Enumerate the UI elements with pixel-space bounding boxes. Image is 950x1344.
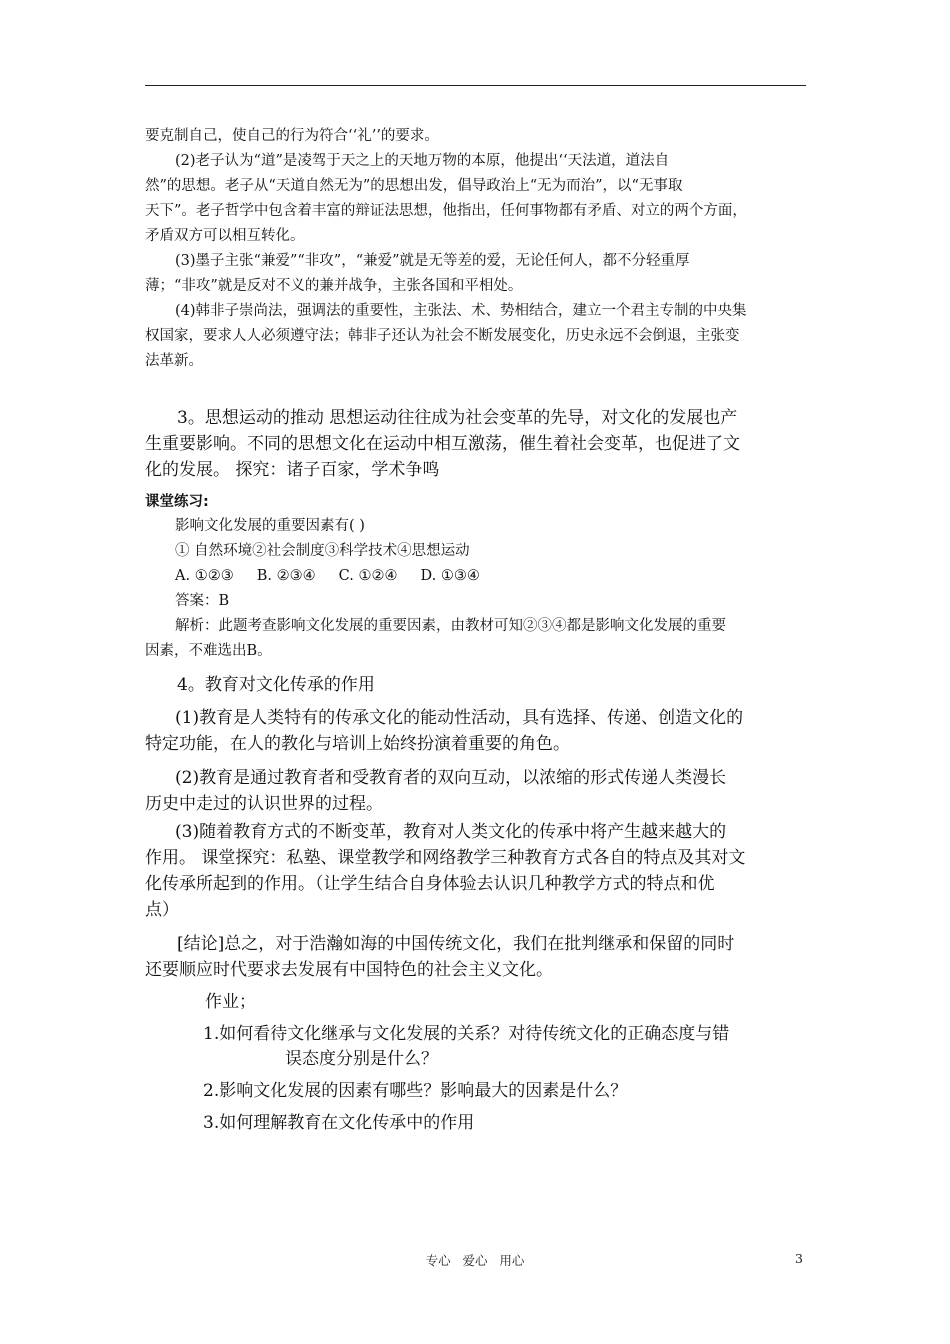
practice-heading: 课堂练习: bbox=[145, 494, 209, 510]
homework-item: 1.如何看待文化继承与文化发展的关系？对待传统文化的正确态度与错 bbox=[203, 1024, 730, 1044]
body-line: (2)老子认为“道”是凌驾于天之上的天地万物的本原，他提出‘‘天法道，道法自 bbox=[175, 153, 670, 169]
body-line: (4)韩非子崇尚法，强调法的重要性，主张法、术、势相结合，建立一个君主专制的中央集 bbox=[175, 303, 747, 319]
homework-item: 误态度分别是什么？ bbox=[285, 1049, 438, 1069]
body-line: 要克制自己，使自己的行为符合‘‘礼’’的要求。 bbox=[145, 128, 439, 144]
question: 影响文化发展的重要因素有( ) bbox=[175, 518, 365, 534]
section-line: 作用。 课堂探究：私塾、课堂教学和网络教学三种教育方式各自的特点及其对文 bbox=[145, 848, 746, 868]
section-line: (1)教育是人类特有的传承文化的能动性活动，具有选择、传递、创造文化的 bbox=[175, 708, 744, 728]
section-line: (3)随着教育方式的不断变革，教育对人类文化的传承中将产生越来越大的 bbox=[175, 822, 727, 842]
analysis-line: 因素，不难选出B。 bbox=[145, 643, 272, 659]
body-line: 法革新。 bbox=[145, 353, 203, 369]
analysis-line: 解析：此题考查影响文化发展的重要因素，由教材可知②③④都是影响文化发展的重要 bbox=[175, 618, 726, 634]
section-line: 历史中走过的认识世界的过程。 bbox=[145, 794, 383, 814]
page-number: 3 bbox=[795, 1251, 803, 1266]
question-items: ① 自然环境②社会制度③科学技术④思想运动 bbox=[175, 543, 470, 559]
question-options: A. ①②③ B. ②③④ C. ①②④ D. ①③④ bbox=[175, 568, 480, 584]
body-line: 权国家，要求人人必须遵守法；韩非子还认为社会不断发展变化，历史永远不会倒退，主张变 bbox=[145, 328, 740, 344]
footer-motto: 专心 爱心 用心 bbox=[425, 1253, 525, 1268]
section-line: 特定功能，在人的教化与培训上始终扮演着重要的角色。 bbox=[145, 734, 570, 754]
body-line: 天下”。老子哲学中包含着丰富的辩证法思想，他指出，任何事物都有矛盾、对立的两个方面， bbox=[145, 203, 747, 219]
section-line: 3。思想运动的推动 思想运动往往成为社会变革的先导，对文化的发展也产 bbox=[177, 408, 738, 428]
section-line: 化的发展。 探究：诸子百家，学术争鸣 bbox=[145, 460, 440, 480]
section-line: 点） bbox=[145, 900, 179, 920]
header-rule bbox=[145, 85, 806, 86]
section-line: (2)教育是通过教育者和受教育者的双向互动，以浓缩的形式传递人类漫长 bbox=[175, 768, 727, 788]
section-line: 化传承所起到的作用。（让学生结合自身体验去认识几种教学方式的特点和优 bbox=[145, 874, 715, 894]
homework-item: 3.如何理解教育在文化传承中的作用 bbox=[203, 1113, 475, 1133]
section-line: 生重要影响。不同的思想文化在运动中相互激荡，催生着社会变革，也促进了文 bbox=[145, 434, 740, 454]
answer: 答案：B bbox=[175, 593, 230, 609]
conclusion-line: 还要顺应时代要求去发展有中国特色的社会主义文化。 bbox=[145, 960, 553, 980]
section-heading: 4。教育对文化传承的作用 bbox=[177, 675, 375, 695]
body-line: 薄；“非攻”就是反对不义的兼并战争，主张各国和平相处。 bbox=[145, 278, 523, 294]
body-line: 然”的思想。老子从“天道自然无为”的思想出发，倡导政治上“无为而治”，以“无事取 bbox=[145, 178, 683, 194]
homework-heading: 作业； bbox=[205, 992, 256, 1012]
conclusion-line: [结论]总之，对于浩瀚如海的中国传统文化，我们在批判继承和保留的同时 bbox=[177, 934, 735, 954]
homework-item: 2.影响文化发展的因素有哪些？影响最大的因素是什么？ bbox=[203, 1081, 628, 1101]
body-line: 矛盾双方可以相互转化。 bbox=[145, 228, 305, 244]
body-line: (3)墨子主张“兼爱”“非攻”，“兼爱”就是无等差的爱，无论任何人，都不分轻重厚 bbox=[175, 253, 690, 269]
